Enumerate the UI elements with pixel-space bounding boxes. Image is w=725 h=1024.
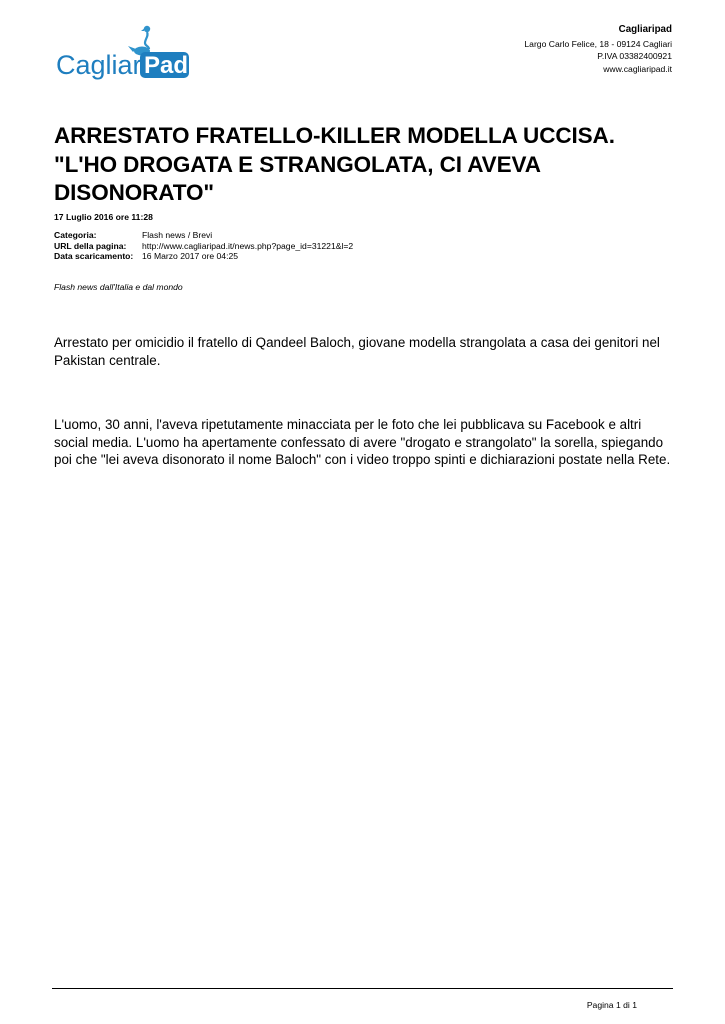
company-vat: P.IVA 03382400921: [597, 51, 672, 61]
article-title: ARRESTATO FRATELLO-KILLER MODELLA UCCISA. "L'HO DROGATA E STRANGOLATA, CI AVEVA DISONORATO": [54, 123, 615, 205]
url-label: URL della pagina:: [54, 240, 127, 251]
company-address: Largo Carlo Felice, 18 - 09124 Cagliari: [524, 38, 672, 49]
article-intro: Flash news dall'Italia e dal mondo: [54, 282, 183, 292]
company-website[interactable]: www.cagliaripad.it: [603, 63, 672, 74]
article-paragraph: L'uomo, 30 anni, l'aveva ripetutamente minacciata per le foto che lei pubblicava su Facebook e altri social media. L'uomo ha apertamente confessato di avere "drogato e strangolato" la sorella, spiegando poi che "lei aveva disonorato il nome Baloch" con i video troppo spinti e dichiarazioni postate nella Rete.: [54, 417, 671, 467]
download-date-value: 16 Marzo 2017 ore 04:25: [142, 251, 239, 261]
page-number: Pagina 1 di 1: [586, 1000, 637, 1010]
meta-row-category: [54, 230, 353, 241]
logo-text-pad: Pad: [144, 52, 189, 79]
meta-row-url: [54, 241, 353, 252]
url-value[interactable]: http://www.cagliaripad.it/news.php?page_id=31221&l=2: [142, 240, 354, 251]
download-date-label: Data scaricamento:: [54, 251, 134, 261]
logo-text-cagliari: Cagliari: [56, 50, 148, 80]
cagliaripad-logo[interactable]: [50, 22, 192, 84]
footer-divider: [52, 988, 673, 989]
category-label: Categoria:: [54, 230, 97, 240]
company-info: [524, 24, 672, 75]
article-meta: [54, 230, 353, 262]
company-name: Cagliaripad: [618, 24, 672, 35]
article-date: 17 Luglio 2016 ore 11:28: [54, 212, 153, 222]
article-paragraph: Arrestato per omicidio il fratello di Qandeel Baloch, giovane modella strangolata a casa dei genitori nel Pakistan centrale.: [54, 335, 660, 368]
category-value: Flash news / Brevi: [142, 230, 213, 240]
meta-row-download: [54, 251, 353, 262]
